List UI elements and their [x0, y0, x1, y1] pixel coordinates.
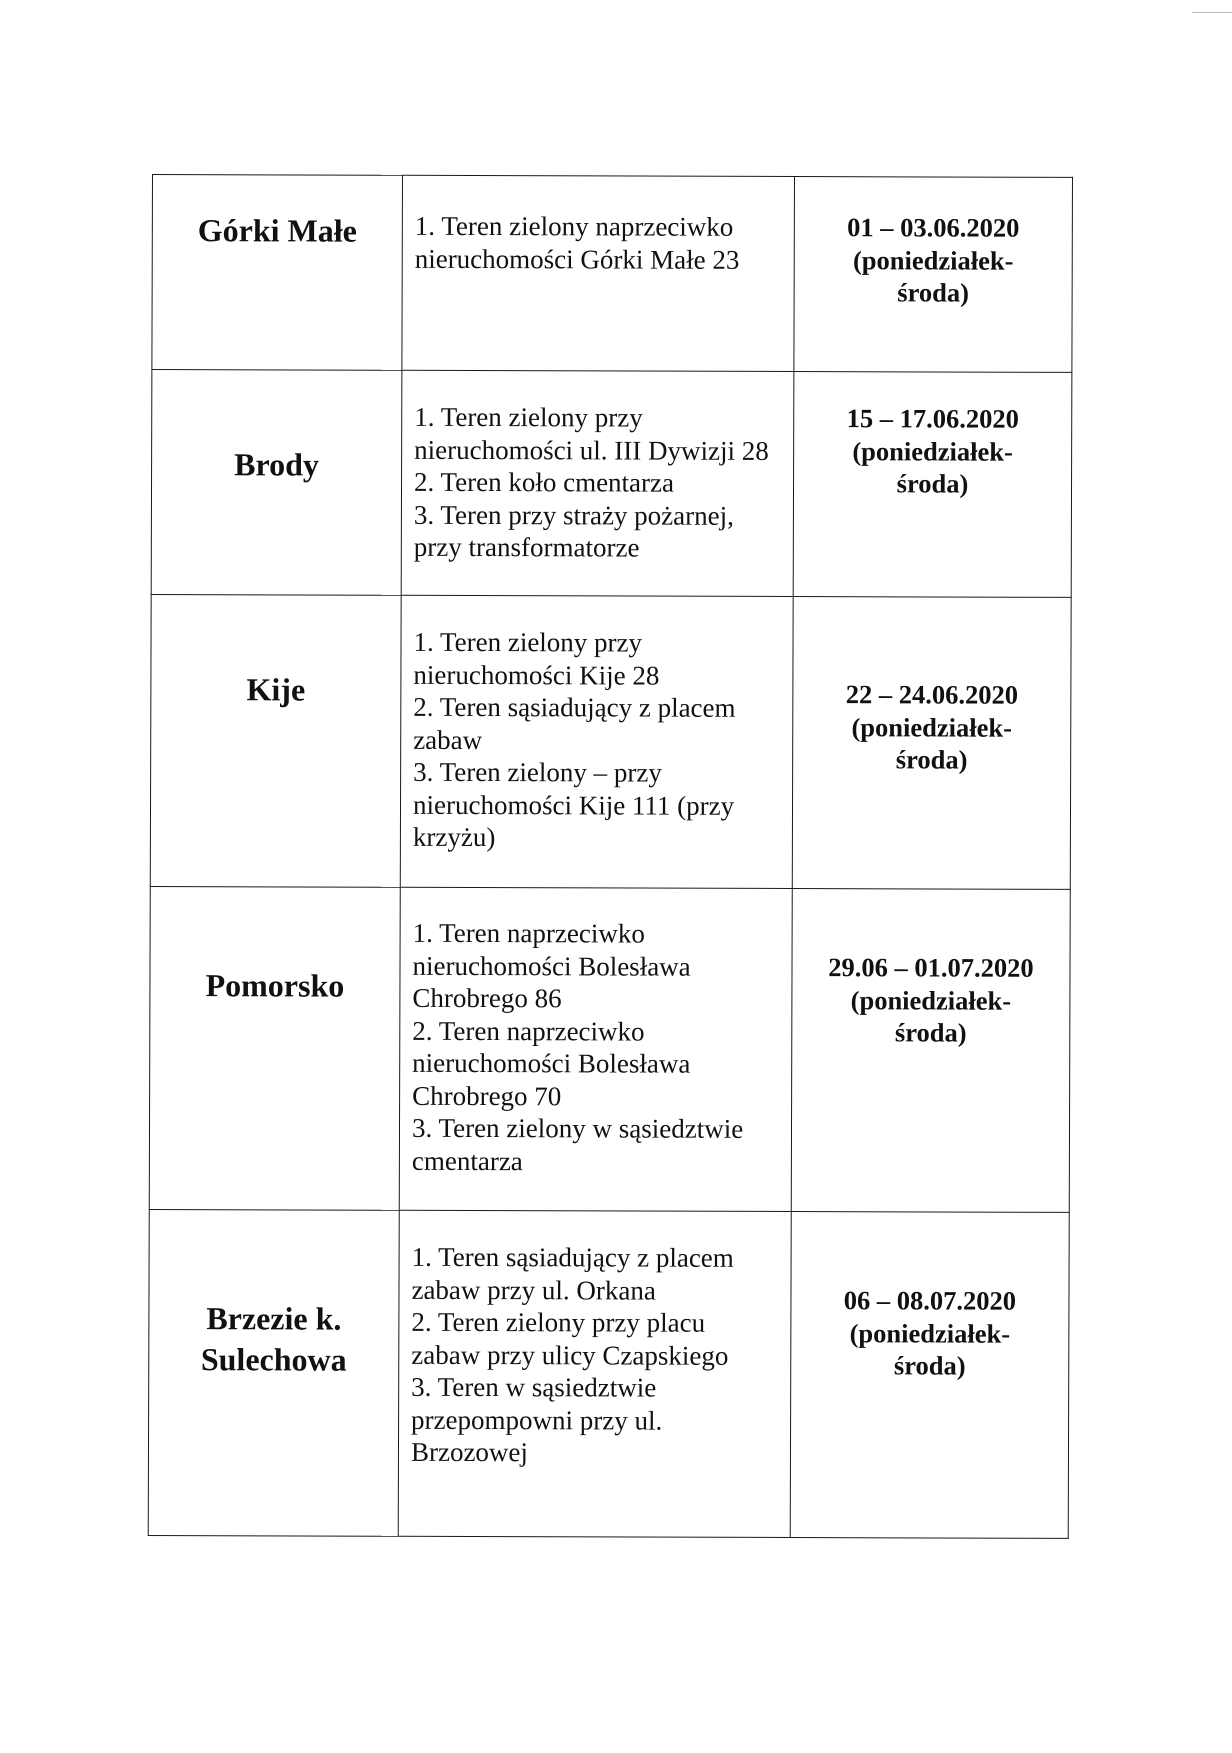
location-line: 3. Teren zielony – przy	[413, 756, 662, 788]
table-row	[152, 175, 1073, 373]
locations-cell	[400, 595, 793, 888]
location-line: Chrobrego 86	[412, 982, 562, 1014]
date-cell	[792, 597, 1071, 890]
village-name-cell	[150, 594, 401, 887]
weekday-range-end: środa)	[893, 1350, 966, 1381]
location-line: 1. Teren zielony przy	[413, 626, 643, 658]
weekday-range: (poniedziałek-	[850, 984, 1012, 1016]
location-line: 2. Teren zielony przy placu	[411, 1306, 706, 1338]
village-name-cell	[152, 175, 403, 371]
location-line: nieruchomości Górki Małe 23	[414, 243, 740, 275]
date-cell	[794, 177, 1073, 373]
date-range: 01 – 03.06.2020	[847, 212, 1020, 243]
location-line: 3. Teren w sąsiedztwie	[411, 1371, 657, 1403]
location-line: przepompowni przy ul.	[411, 1404, 663, 1436]
scan-edge-mark	[1192, 12, 1232, 13]
collection-schedule-table	[148, 174, 1073, 1539]
location-line: nieruchomości Kije 28	[413, 659, 660, 691]
village-name-cell	[148, 1209, 399, 1536]
locations-cell	[401, 370, 794, 596]
village-name: Kije	[246, 671, 306, 708]
location-line: zabaw przy ulicy Czapskiego	[411, 1339, 729, 1371]
date-range: 06 – 08.07.2020	[843, 1285, 1017, 1316]
locations-cell	[399, 887, 792, 1211]
village-name-cell	[149, 886, 400, 1210]
location-line: krzyżu)	[412, 821, 496, 853]
village-name-cell	[151, 370, 402, 596]
village-name: Pomorsko	[205, 967, 345, 1004]
table-row	[150, 594, 1071, 889]
date-cell	[793, 372, 1072, 598]
location-line: cmentarza	[411, 1145, 523, 1176]
date-range: 15 – 17.06.2020	[846, 403, 1019, 434]
location-line: przy transformatorze	[413, 531, 640, 563]
weekday-range-end: środa)	[894, 1017, 967, 1048]
village-name: Brody	[234, 446, 320, 483]
weekday-range-end: środa)	[895, 744, 968, 775]
location-line: nieruchomości Kije 111 (przy	[412, 789, 735, 821]
location-line: 2. Teren koło cmentarza	[413, 466, 675, 498]
location-line: 3. Teren przy straży pożarnej,	[413, 499, 734, 531]
weekday-range: (poniedziałek-	[849, 1317, 1011, 1349]
location-line: Chrobrego 70	[412, 1080, 562, 1111]
village-name-continued: Sulechowa	[200, 1341, 347, 1378]
location-line: 1. Teren sąsiadujący z placem	[411, 1241, 734, 1273]
location-line: 1. Teren naprzeciwko	[412, 917, 645, 949]
location-line: Brzozowej	[410, 1436, 528, 1468]
date-cell	[790, 1212, 1069, 1539]
weekday-range-end: środa)	[897, 277, 970, 308]
table-row	[151, 370, 1072, 598]
location-line: nieruchomości ul. III Dywizji 28	[414, 434, 769, 466]
location-line: 2. Teren sąsiadujący z placem	[413, 691, 736, 723]
locations-cell	[402, 175, 795, 371]
location-line: 3. Teren zielony w sąsiedztwie	[411, 1112, 744, 1144]
weekday-range: (poniedziałek-	[852, 435, 1013, 467]
weekday-range-end: środa)	[896, 468, 969, 499]
location-line: 1. Teren zielony naprzeciwko	[414, 210, 734, 242]
locations-cell	[398, 1210, 791, 1537]
weekday-range: (poniedziałek-	[851, 711, 1013, 743]
date-cell	[791, 889, 1070, 1213]
village-name: Górki Małe	[197, 212, 357, 249]
location-line: 2. Teren naprzeciwko	[412, 1015, 645, 1047]
location-line: nieruchomości Bolesława	[412, 950, 691, 982]
table-row	[149, 886, 1070, 1212]
village-name: Brzezie k.	[206, 1300, 342, 1337]
location-line: zabaw przy ul. Orkana	[411, 1274, 656, 1306]
weekday-range: (poniedziałek-	[852, 244, 1014, 276]
location-line: 1. Teren zielony przy	[414, 401, 643, 433]
date-range: 29.06 – 01.07.2020	[828, 952, 1034, 983]
table-row	[148, 1209, 1069, 1538]
location-line: zabaw	[413, 724, 483, 755]
date-range: 22 – 24.06.2020	[845, 679, 1019, 710]
location-line: nieruchomości Bolesława	[412, 1047, 691, 1079]
